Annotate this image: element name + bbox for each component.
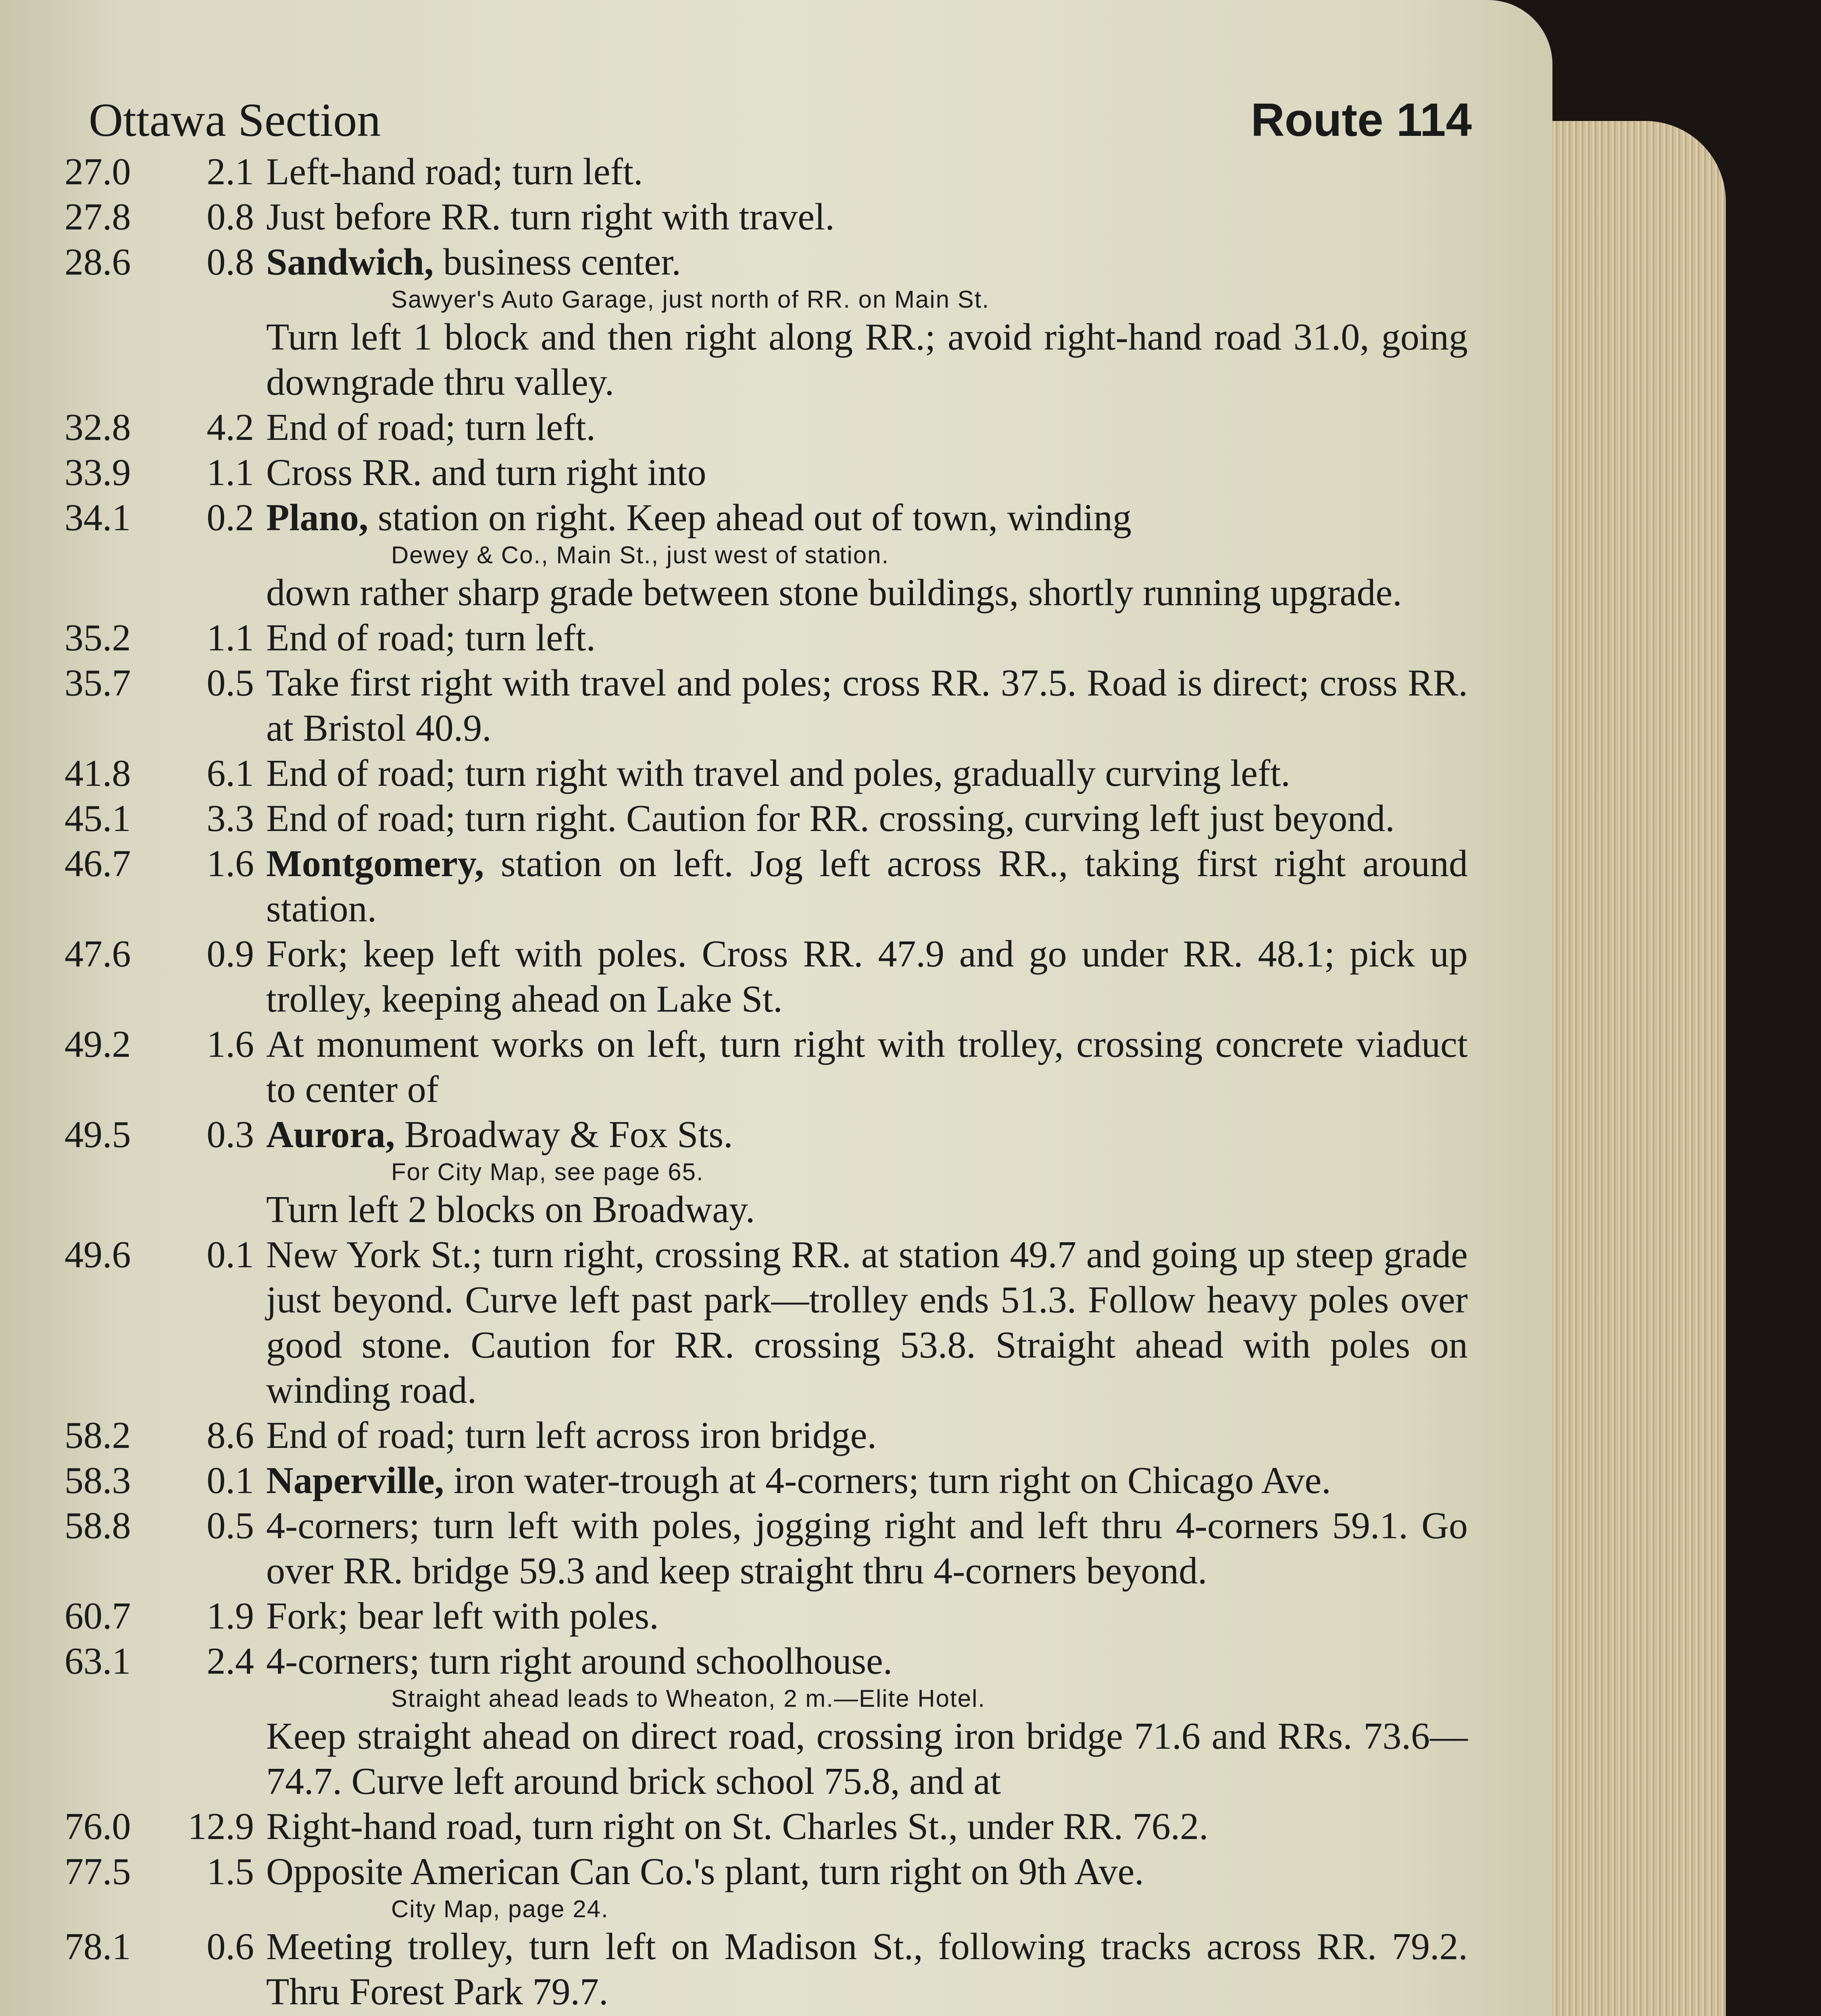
page-edges xyxy=(1552,121,1726,2016)
total-mileage: 35.7 xyxy=(65,662,131,704)
interval-mileage: 1.1 xyxy=(206,452,254,494)
direction-text: Cross RR. and turn right into xyxy=(266,452,706,494)
interval-mileage: 0.1 xyxy=(206,1460,254,1502)
route-entry xyxy=(65,796,1468,841)
interval-mileage: 0.8 xyxy=(206,196,254,238)
interval-mileage: 0.5 xyxy=(206,662,254,704)
total-mileage: 27.0 xyxy=(65,151,131,193)
place-name: Aurora, xyxy=(266,1114,395,1156)
direction-text: Sandwich, business center. xyxy=(266,241,681,283)
route-entry xyxy=(65,1503,1468,1593)
route-entry xyxy=(65,1232,1468,1413)
entry-continuation: Keep straight ahead on direct road, crossing iron bridge 71.6 and RRs. 73.6—74.7. Curve left around brick school 75.8, and at xyxy=(266,1715,1468,1802)
route-entry xyxy=(65,1112,1468,1157)
place-name: Naperville, xyxy=(266,1460,444,1502)
direction-text: New York St.; turn right, crossing RR. at station 49.7 and going up steep grade just beyond. Curve left past park—trolley ends 51.3. Follow heavy poles over good stone. Caution for RR. crossing 53.8. Straight ahead with poles on winding road. xyxy=(266,1234,1468,1411)
total-mileage: 78.1 xyxy=(65,1926,131,1968)
total-mileage: 28.6 xyxy=(65,241,131,283)
entry-continuation: Turn left 2 blocks on Broadway. xyxy=(266,1189,755,1231)
entry-note: Straight ahead leads to Wheaton, 2 m.—Elite Hotel. xyxy=(391,1685,986,1712)
route-entry xyxy=(65,660,1468,751)
route-entry xyxy=(65,1593,1468,1639)
direction-text: Fork; bear left with poles. xyxy=(266,1595,659,1637)
direction-text: Fork; keep left with poles. Cross RR. 47.9 and go under RR. 48.1; pick up trolley, keeping ahead on Lake St. xyxy=(266,933,1468,1020)
place-name: Plano, xyxy=(266,497,369,539)
place-name: Montgomery, xyxy=(266,843,484,885)
route-entries xyxy=(65,149,1468,2014)
direction-text: End of road; turn right with travel and poles, gradually curving left. xyxy=(266,752,1290,794)
entry-continuation: down rather sharp grade between stone buildings, shortly running upgrade. xyxy=(266,572,1402,614)
total-mileage: 49.2 xyxy=(65,1023,131,1065)
total-mileage: 76.0 xyxy=(65,1806,131,1847)
total-mileage: 58.3 xyxy=(65,1460,131,1502)
interval-mileage: 12.9 xyxy=(188,1806,254,1847)
direction-text: Right-hand road, turn right on St. Charles St., under RR. 76.2. xyxy=(266,1806,1208,1847)
route-entry xyxy=(65,1849,1468,1894)
route-title: Route 114 xyxy=(1251,94,1472,146)
interval-mileage: 1.6 xyxy=(206,1023,254,1065)
interval-mileage: 0.6 xyxy=(206,1926,254,1968)
total-mileage: 27.8 xyxy=(65,196,131,238)
entry-note: Dewey & Co., Main St., just west of station. xyxy=(391,541,890,569)
direction-text: 4-corners; turn left with poles, jogging right and left thru 4-corners 59.1. Go over RR. bridge 59.3 and keep straight thru 4-corners beyond. xyxy=(266,1505,1468,1592)
route-entry xyxy=(65,194,1468,240)
direction-text: End of road; turn right. Caution for RR. crossing, curving left just beyond. xyxy=(266,798,1395,839)
total-mileage: 45.1 xyxy=(65,798,131,839)
total-mileage: 47.6 xyxy=(65,933,131,975)
running-head xyxy=(89,89,1472,153)
route-entry xyxy=(65,1022,1468,1112)
total-mileage: 63.1 xyxy=(65,1640,131,1682)
direction-text: Take first right with travel and poles; cross RR. 37.5. Road is direct; cross RR. at Bristol 40.9. xyxy=(266,662,1468,749)
entry-note: For City Map, see page 65. xyxy=(391,1158,704,1185)
interval-mileage: 2.4 xyxy=(206,1640,254,1682)
total-mileage: 60.7 xyxy=(65,1595,131,1637)
total-mileage: 58.2 xyxy=(65,1414,131,1456)
total-mileage: 34.1 xyxy=(65,497,131,539)
interval-mileage: 3.3 xyxy=(206,798,254,839)
total-mileage: 77.5 xyxy=(65,1851,131,1893)
total-mileage: 58.8 xyxy=(65,1505,131,1547)
interval-mileage: 1.5 xyxy=(206,1851,254,1893)
total-mileage: 35.2 xyxy=(65,617,131,659)
interval-mileage: 1.9 xyxy=(206,1595,254,1637)
direction-text: Plano, station on right. Keep ahead out of town, winding xyxy=(266,497,1132,539)
direction-text: Opposite American Can Co.'s plant, turn right on 9th Ave. xyxy=(266,1851,1144,1893)
total-mileage: 49.5 xyxy=(65,1114,131,1156)
interval-mileage: 6.1 xyxy=(206,752,254,794)
route-entry xyxy=(65,1458,1468,1503)
direction-text: 4-corners; turn right around schoolhouse. xyxy=(266,1640,893,1682)
direction-text: Just before RR. turn right with travel. xyxy=(266,196,835,238)
interval-mileage: 0.3 xyxy=(206,1114,254,1156)
entry-continuation: Turn left 1 block and then right along RR.; avoid right-hand road 31.0, going downgrade thru valley. xyxy=(266,316,1468,403)
direction-text: Left-hand road; turn left. xyxy=(266,151,643,193)
interval-mileage: 0.1 xyxy=(206,1234,254,1276)
route-entry xyxy=(65,1413,1468,1458)
interval-mileage: 0.5 xyxy=(206,1505,254,1547)
interval-mileage: 8.6 xyxy=(206,1414,254,1456)
route-entry xyxy=(65,1924,1468,2014)
route-entry xyxy=(65,615,1468,660)
direction-text: Meeting trolley, turn left on Madison St., following tracks across RR. 79.2. Thru Forest Park 79.7. xyxy=(266,1926,1468,2013)
place-name: Sandwich, xyxy=(266,241,434,283)
route-entry xyxy=(65,931,1468,1022)
direction-text: End of road; turn left. xyxy=(266,406,596,448)
route-entry xyxy=(65,495,1468,540)
route-entry xyxy=(65,751,1468,796)
interval-mileage: 0.8 xyxy=(206,241,254,283)
total-mileage: 33.9 xyxy=(65,452,131,494)
entry-note: City Map, page 24. xyxy=(391,1895,609,1922)
total-mileage: 32.8 xyxy=(65,406,131,448)
interval-mileage: 1.1 xyxy=(206,617,254,659)
entry-note: Sawyer's Auto Garage, just north of RR. on Main St. xyxy=(391,286,990,313)
interval-mileage: 0.9 xyxy=(206,933,254,975)
section-title: Ottawa Section xyxy=(89,94,381,146)
interval-mileage: 4.2 xyxy=(206,406,254,448)
total-mileage: 49.6 xyxy=(65,1234,131,1276)
direction-text: At monument works on left, turn right with trolley, crossing concrete viaduct to center of xyxy=(266,1023,1468,1110)
interval-mileage: 0.2 xyxy=(206,497,254,539)
direction-text: Aurora, Broadway & Fox Sts. xyxy=(266,1114,733,1156)
route-entry xyxy=(65,149,1468,194)
interval-mileage: 1.6 xyxy=(206,843,254,885)
route-entry xyxy=(65,1804,1468,1849)
total-mileage: 41.8 xyxy=(65,752,131,794)
route-entry xyxy=(65,405,1468,450)
route-entry xyxy=(65,240,1468,285)
interval-mileage: 2.1 xyxy=(206,151,254,193)
direction-text: End of road; turn left. xyxy=(266,617,596,659)
direction-text: Naperville, iron water-trough at 4-corners; turn right on Chicago Ave. xyxy=(266,1460,1331,1502)
direction-text: Montgomery, station on left. Jog left across RR., taking first right around station. xyxy=(266,843,1468,930)
route-entry xyxy=(65,1639,1468,1684)
total-mileage: 46.7 xyxy=(65,843,131,885)
direction-text: End of road; turn left across iron bridge. xyxy=(266,1414,877,1456)
route-entry xyxy=(65,841,1468,931)
route-entry xyxy=(65,450,1468,495)
